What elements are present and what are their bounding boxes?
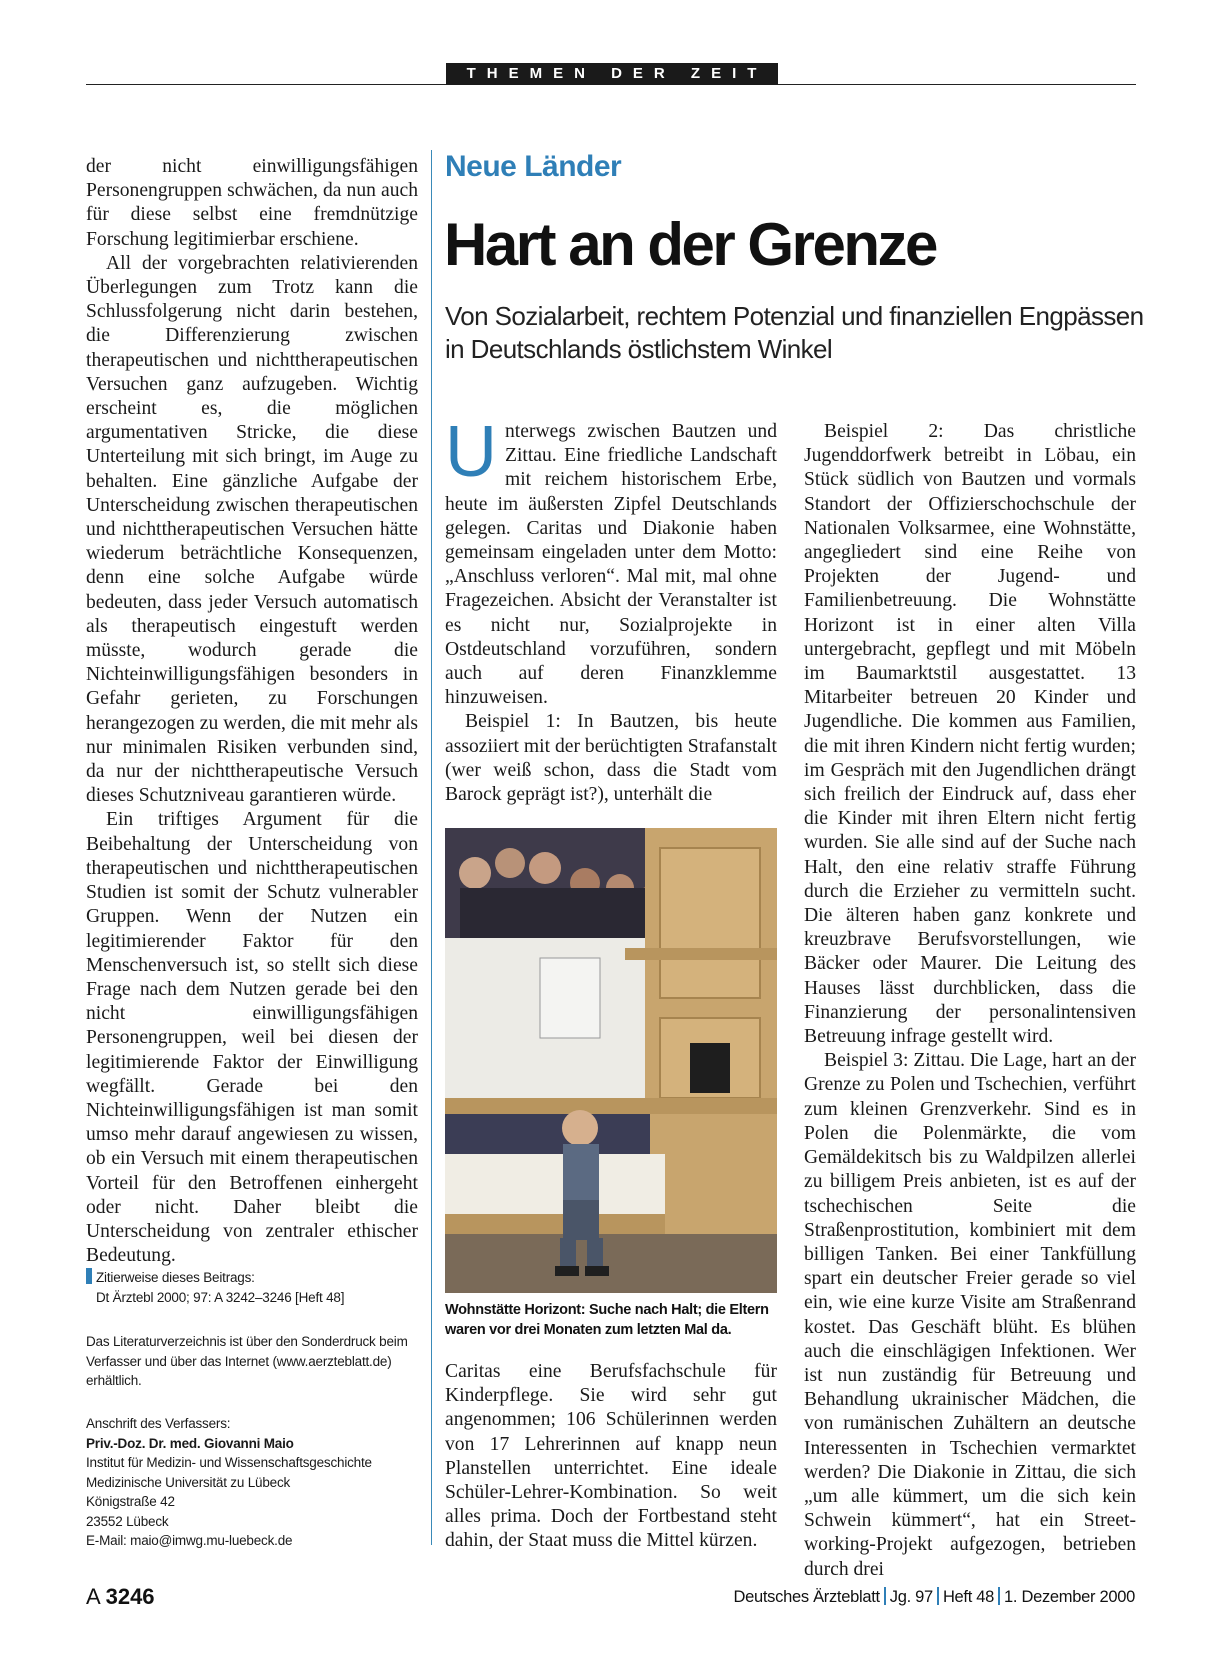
- institute: Institut für Medizin- und Wissenschaftsgeschichte: [86, 1455, 372, 1470]
- article-column-1-continued: [445, 1360, 777, 1554]
- paragraph: Beispiel 2: Das christliche Jugenddorfwerk betreibt in Löbau, ein Stück südlich von Bautzen und vormals Standort der Offizierschochschule der Nationalen Volksarmee, eine Wohnstätte, angegliedert sind eine Reihe von Projekten der Jugend- und Familienbetreuung. Die Wohnstätte Horizont ist in einer alten Villa untergebracht, gepflegt und mit Möbeln im Baumarktstil ausgestattet. 13 Mitarbeiter betreuen 20 Kinder und Jugendliche. Die kommen aus Familien, die mit ihren Kindern nicht fertig wurden; im Gespräch mit den Jugendlichen drängt sich freilich der Eindruck auf, dass eher die Kinder mit ihren Eltern nicht fertig wurden. Sie alle sind auf der Suche nach Halt, den eine relativ straffe Führung durch die Erzieher zu vermitteln sucht. Die älteren haben ganz konkrete und kreuzbrave Berufsvorstellungen, wie Bäcker oder Maurer. Die Leitung des Hauses lässt durchblicken, dass die Finanzierung der personalintensiven Betreuung infrage gestellt wird.: [804, 421, 1136, 1048]
- email: E-Mail: maio@imwg.mu-luebeck.de: [86, 1533, 293, 1548]
- citation-label: Zitierweise dieses Beitrags:: [96, 1270, 255, 1285]
- paragraph: der nicht einwilligungsfähigen Personengruppen schwächen, da nun auch für diese selbst eine fremdnützige Forschung legitimierbar erschiene.: [86, 156, 418, 250]
- paragraph: All der vorgebrachten relativierenden Überlegungen zum Trotz kann die Schlussfolgerung nicht darin bestehen, die Differenzierung zwischen therapeutischen und nichttherapeutischen Versuchen ganz aufzugeben. Wichtig erscheint es, die möglichen argumentativen Stricke, die diese Unterteilung mit sich bringt, im Auge zu behalten. Eine gänzliche Aufgabe der Unterscheidung zwischen therapeutischen und nichttherapeutischen Versuchen hätte wiederum beträchtliche Konsequenzen, denn eine solche Aufgabe würde bedeuten, dass jeder Versuch automatisch als therapeutisch eingestuft werden müsste, wodurch gerade die Nichteinwilligungsfähigen besonders in Gefahr gerieten, zu Forschungen herangezogen zu werden, die mit mehr als nur minimalen Risiken verbunden sind, da nur der nichttherapeutische Versuch dieses Schutzniveau garantieren würde.: [86, 252, 418, 807]
- issue-date: 1. Dezember 2000: [1004, 1588, 1135, 1606]
- photo-caption: Wohnstätte Horizont: Suche nach Halt; die Eltern waren vor drei Monaten zum letzten Mal da.: [445, 1302, 769, 1338]
- author-address: [86, 1414, 426, 1551]
- author-name: Priv.-Doz. Dr. med. Giovanni Maio: [86, 1435, 294, 1451]
- journal-footer: [734, 1587, 1135, 1607]
- citation-marker: [86, 1268, 92, 1284]
- literature-note: Das Literaturverzeichnis ist über den Sonderdruck beim Verfasser und über das Internet (www.aerzteblatt.de) erhältlich.: [86, 1334, 408, 1388]
- article-column-1: [445, 412, 777, 807]
- article-photo: [445, 828, 777, 1293]
- paragraph: Ein triftiges Argument für die Beibehaltung der Unterscheidung von therapeutischen und nichttherapeutischen Studien ist somit der Schutz vulnerabler Gruppen. Wenn der Nutzen ein legitimierender Faktor für den Menschenversuch ist, so stellt sich diese Frage nach dem Nutzen gerade bei den nicht einwilligungsfähigen Personengruppen, weil bei diesen der legitimierende Faktor der Einwilligung wegfällt. Gerade bei den Nichteinwilligungsfähigen ist man somit umso mehr darauf angewiesen zu wissen, ob ein Versuch mit einem therapeutischen Vorteil für den Betroffenen einhergeht oder nicht. Daher bleibt die Unterscheidung von zentraler ethischer Bedeutung.: [86, 809, 418, 1267]
- paragraph: Caritas eine Berufsfachschule für Kinderpflege. Sie wird sehr gut angenommen; 106 Schülerinnen werden von 17 Lehrerinnen auf knapp neun Planstellen unterrichtet. Eine ideale Schüler-Lehrer-Kombination. So weit alles prima. Doch der Fortbestand steht dahin, der Staat muss die Mittel kürzen.: [445, 1361, 777, 1552]
- citation-box: [86, 1268, 426, 1307]
- paragraph: Unterwegs zwischen Bautzen und Zittau. Eine friedliche Landschaft mit reichem historischem Erbe, heute im äußersten Zipfel Deutschlands gelegen. Caritas und Diakonie haben gemeinsam eingeladen unter dem Motto: „Anschluss verloren“. Mal mit, mal ohne Fragezeichen. Absicht der Veranstalter ist es nicht nur, Sozialprojekte in Ostdeutschland vorzuführen, sondern auch auf deren Finanzklemme hinzuweisen.: [445, 412, 777, 709]
- article-column-2: [804, 420, 1136, 1582]
- article-subhead: Von Sozialarbeit, rechtem Potenzial und finanziellen Engpässen in Deutschlands östlichstem Winkel: [445, 301, 1144, 364]
- city: 23552 Lübeck: [86, 1513, 169, 1529]
- drop-cap: U: [445, 412, 497, 492]
- citation-ref: Dt Ärztebl 2000; 97: A 3242–3246 [Heft 48]: [96, 1289, 345, 1305]
- article-kicker: Neue Länder: [445, 150, 622, 183]
- paragraph: Beispiel 1: In Bautzen, bis heute assoziiert mit der berüchtigten Strafanstalt (wer weiß schon, dass die Stadt vom Barock geprägt ist?), unterhält die: [445, 711, 777, 806]
- column-divider: [431, 150, 432, 1545]
- university: Medizinische Universität zu Lübeck: [86, 1474, 291, 1490]
- volume: Jg. 97: [889, 1588, 933, 1606]
- article-headline: Hart an der Grenze: [444, 211, 936, 278]
- left-column: [86, 155, 418, 1268]
- page-number: A 3246: [86, 1584, 155, 1609]
- address-label: Anschrift des Verfassers:: [86, 1416, 231, 1431]
- section-label: THEMEN DER ZEIT: [446, 63, 778, 85]
- issue: Heft 48: [942, 1588, 995, 1606]
- paragraph: Beispiel 3: Zittau. Die Lage, hart an der Grenze zu Polen und Tschechien, verführt zum kleinen Grenzverkehr. Sind es in Polen die Polenmärkte, die vom Gemäldekitsch bis zu Waldpilzen allerlei zu billigem Preis anbieten, ist es auf der tschechischen Seite die Straßenprostitution, kombiniert mit dem billigen Tanken. Bei einer Tankfüllung spart ein deutscher Freier gerade so viel ein, wie eine kurze Visite am Straßenrand kostet. Das Geschäft blüht. Es blühen auch die einschlägigen Infektionen. Wer ist nun zuständig für Betreuung und Behandlung ukrainischer Mädchen, die von rumänischen Zuhältern an deutsche Interessenten in Tschechien vermarktet werden? Die Diakonie in Zittau, die sich „um alle kümmert, um die sich kein Schwein kümmert“, hat ein Street-working-Projekt aufgezogen, betrieben durch drei: [804, 1050, 1136, 1580]
- journal-name: Deutsches Ärzteblatt: [733, 1588, 880, 1606]
- street: Königstraße 42: [86, 1494, 175, 1509]
